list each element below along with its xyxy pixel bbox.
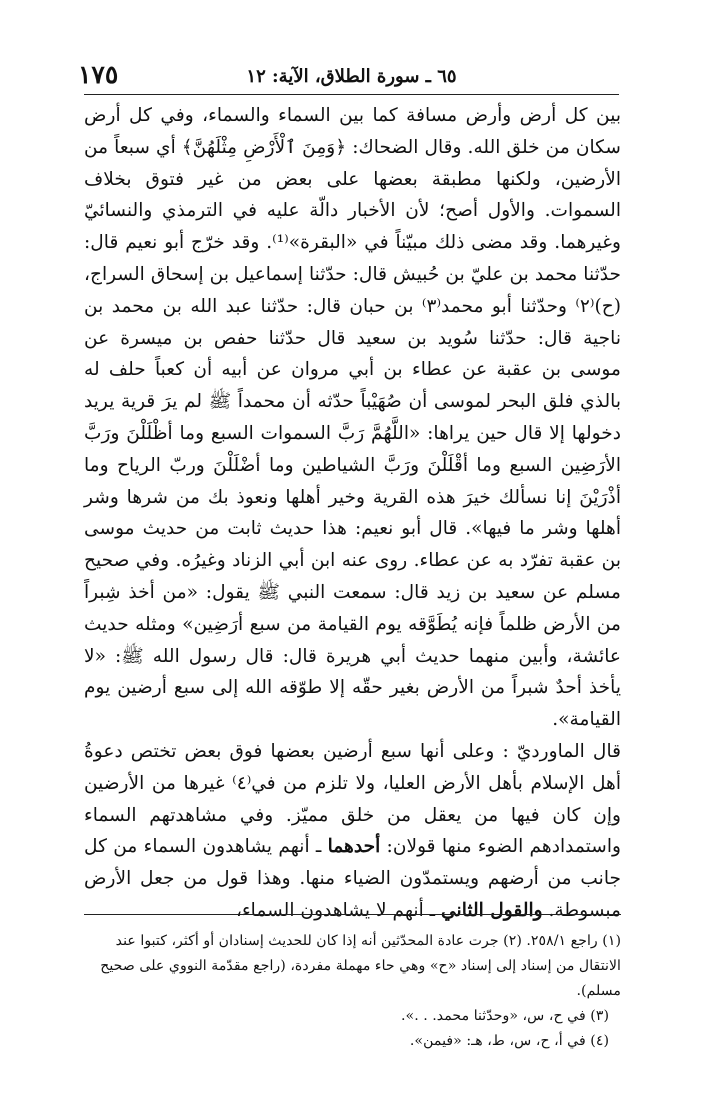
footnotes bbox=[84, 914, 621, 1054]
paragraph-2-text-b: ـ أنهم يشاهدون السماء من كل جانب من أرضهم ويستمدّون الضياء منها. وهذا قول من جعل الأرض مبسوطة. bbox=[84, 836, 621, 921]
paragraph-2-text-a: قال الماورديّ : وعلى أنها سبع أرضين بعضها فوق بعض تختص دعوةُ أهل الإسلام بأهل الأرض العليا، ولا تلزم من في⁽٤⁾ غيرها من الأرضين وإن كان فيها من يعقل من خلق مميّز. وفي مشاهدتهم السماء واستمدادهم الضوء منها قولان: bbox=[84, 740, 622, 858]
paragraph-1: بين كل أرض وأرض مسافة كما بين السماء والسماء، وفي كل أرض سكان من خلق الله. وقال الضحاك: ﴿وَمِنَ ٱلْأَرْضِ مِثْلَهُنَّ﴾ أي سبعاً من الأرضين، ولكنها مطبقة بعضها على بعض من غير فتوق بخلاف السموات. والأول أصح؛ لأن الأخبار دالّة عليه في الترمذي والنسائيّ وغيرهما. وقد مضى ذلك مبيّناً في «البقرة»⁽¹⁾. وقد خرّج أبو نعيم قال: حدّثنا محمد بن عليّ بن حُبيش قال: حدّثنا إسماعيل بن إسحاق السراج، (ح)⁽٢⁾ وحدّثنا أبو محمد⁽٣⁾ بن حبان قال: حدّثنا عبد الله بن محمد بن ناجية قال: حدّثنا سُويد بن سعيد قال حدّثنا حفص بن ميسرة عن موسى بن عقبة عن عطاء بن أبي مروان عن أبيه أن كعباً حلف له بالذي فلق البحر لموسى أن صُهَيْباً حدّثه أن محمداً ﷺ لم يرَ قرية يريد دخولها إلا قال حين يراها: «اللَّهُمَّ رَبَّ السموات السبع وما أظْلَلْنَ ورَبَّ الأرَضِين السبع وما أقْلَلْنَ ورَبَّ الشياطين وما أضْلَلْنَ وربّ الرياح وما أذْرَيْنَ إنا نسألك خيرَ هذه القرية وخير أهلها ونعوذ بك من شرها وشر أهلها وشر ما فيها». قال أبو نعيم: هذا حديث ثابت من حديث موسى بن عقبة تفرّد به عن عطاء. روى عنه ابن أبي الزناد وغيرُه. وفي صحيح مسلم عن سعيد بن زيد قال: سمعت النبي ﷺ يقول: «من أخذ شِبراً من الأرض ظلماً فإنه يُطَوَّقه يوم القيامة من سبع أرَضِين» ومثله حديث عائشة، وأبين منهما حديث أبي هريرة قال: قال رسول الله ﷺ: «لا يأخذ أحدٌ شبراً من الأرض بغير حقّه إلا طوّقه الله إلى سبع أرضين يوم القيامة». bbox=[84, 105, 621, 731]
page-header bbox=[78, 56, 619, 95]
paragraph-2-text-c: ـ أنهم لا يشاهدون السماء، bbox=[235, 899, 442, 921]
running-head: ٦٥ ـ سورة الطلاق، الآية: ١٢ bbox=[246, 66, 457, 87]
paragraph-2 bbox=[84, 736, 621, 927]
paragraph-2-bold-first-opinion: أحدهما bbox=[327, 836, 381, 858]
footnote-1-2: (١) راجع ٢٥٨/١. (٢) جرت عادة المحدّثين أنه إذا كان للحديث إسنادان أو أكثر، كتبوا عند الانتقال من إسناد إلى إسناد «ح» وهي حاء مهملة مفردة، (راجع مقدّمة النووي على صحيح مسلم). bbox=[100, 933, 621, 999]
footnote-3: (٣) في ح، س، «وحدّثنا محمد. . .». bbox=[401, 1008, 609, 1024]
footnote-4: (٤) في أ، ح، س، ط، هـ: «فيمن». bbox=[409, 1033, 609, 1049]
body-text bbox=[84, 100, 621, 927]
page-number: ١٧٥ bbox=[78, 60, 119, 89]
paragraph-2-bold-second-opinion: والقول الثاني bbox=[441, 899, 543, 921]
